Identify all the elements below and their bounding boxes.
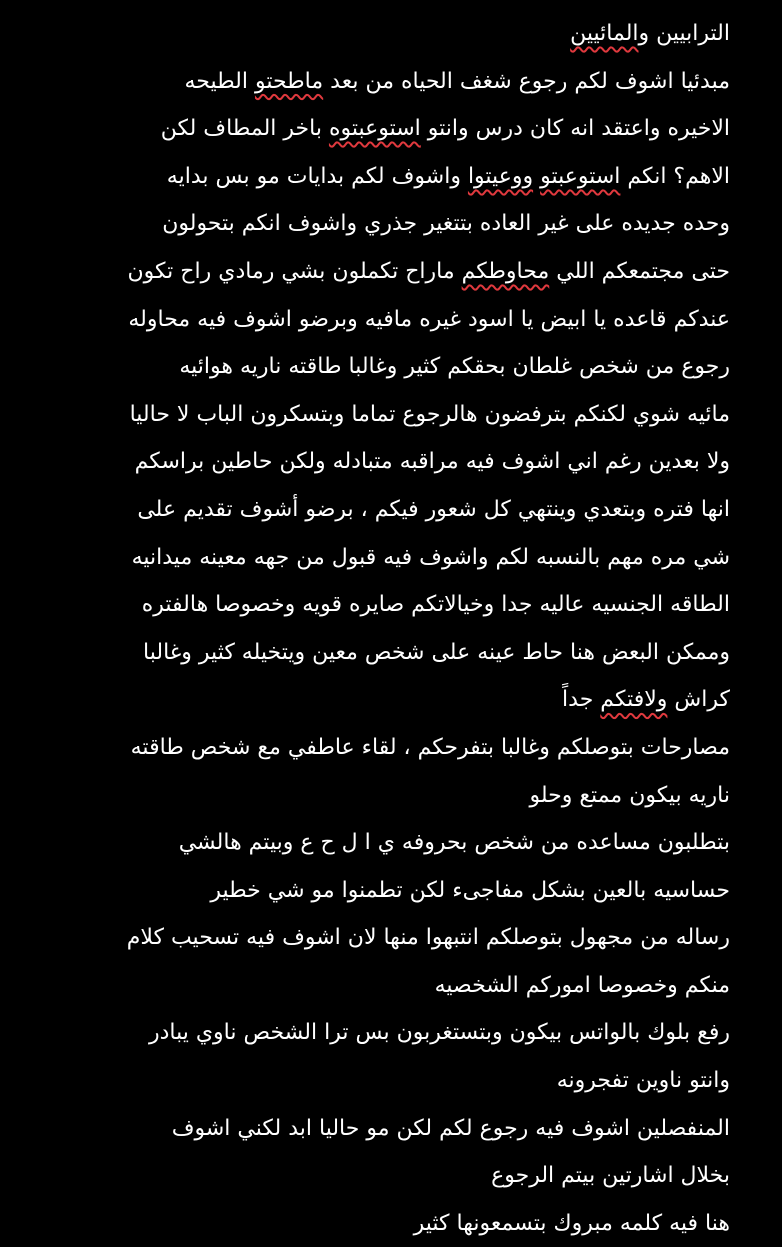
text-segment: الطاقه الجنسيه عاليه جدا وخيالاتكم صايره قويه وخصوصا هالفتره	[141, 592, 730, 618]
text-segment: الاخيره واعتقد انه كان درس وانتو	[420, 116, 730, 142]
text-segment: ناريه بيكون ممتع وحلو	[529, 782, 730, 808]
misspelled-word[interactable]: محاوطكم	[461, 258, 550, 284]
text-segment: وانتو ناوين تفجرونه	[556, 1068, 730, 1094]
text-segment: بتطلبون مساعده من شخص بحروفه ي ا ل ح ع وبيتم هالشي	[178, 830, 730, 856]
note-line	[50, 914, 730, 962]
note-line	[50, 724, 730, 772]
text-segment: واشوف لكم بدايات مو بس بدايه	[166, 163, 468, 189]
text-segment: منكم وخصوصا اموركم الشخصيه	[434, 972, 730, 998]
text-segment: شي مره مهم بالنسبه لكم واشوف فيه قبول من جهه معينه ميدانيه	[131, 544, 730, 570]
note-line	[50, 10, 730, 58]
text-segment: عندكم قاعده يا ابيض يا اسود غيره مافيه وبرضو اشوف فيه محاوله	[128, 306, 730, 332]
note-line	[50, 58, 730, 106]
text-segment: رجوع من شخص غلطان بحقكم كثير وغالبا طاقته ناريه هوائيه	[179, 354, 730, 380]
note-line	[50, 343, 730, 391]
text-segment: هنا فيه كلمه مبروك بتسمعونها كثير	[413, 1210, 730, 1236]
text-segment: وحده جديده على غير العاده بتتغير جذري واشوف انكم بتحولون	[162, 211, 730, 237]
note-line	[50, 105, 730, 153]
text-segment: المنفصلين اشوف فيه رجوع لكم لكن مو حاليا ابد لكني اشوف	[171, 1115, 730, 1141]
text-segment: وممكن البعض هنا حاط عينه على شخص معين ويتخيله كثير وغالبا	[143, 639, 730, 665]
text-segment: مائيه شوي لكنكم بترفضون هالرجوع تماما وبتسكرون الباب لا حاليا	[129, 401, 730, 427]
text-segment: رساله من مجهول بتوصلكم انتبهوا منها لان اشوف فيه تسحيب كلام	[126, 925, 730, 951]
note-line	[50, 1105, 730, 1153]
note-line	[50, 772, 730, 820]
text-segment: حتى مجتمعكم اللي	[549, 258, 730, 284]
text-segment: مبدئيا اشوف لكم رجوع شغف الحياه من بعد	[323, 68, 730, 94]
text-segment: الاهم؟ انكم	[620, 163, 730, 189]
text-segment: كراش	[667, 687, 730, 713]
misspelled-word[interactable]: استوعبتو	[540, 163, 621, 189]
note-line	[50, 1057, 730, 1105]
text-segment: ولا بعدين رغم اني اشوف فيه مراقبه متبادله ولكن حاطين براسكم	[134, 449, 730, 475]
misspelled-word[interactable]: ولافتكم	[600, 687, 668, 713]
misspelled-word[interactable]: المائيين	[570, 21, 639, 46]
note-line	[50, 486, 730, 534]
note-line	[50, 153, 730, 201]
text-segment: الطيحه	[184, 68, 255, 94]
note-line	[50, 1152, 730, 1200]
note-line	[50, 438, 730, 486]
note-line	[50, 391, 730, 439]
misspelled-word[interactable]: ماطحتو	[254, 68, 324, 94]
text-segment: باخر المطاف لكن	[160, 116, 329, 142]
note-line	[50, 867, 730, 915]
note-line	[50, 534, 730, 582]
text-segment: حساسيه بالعين بشكل مفاجىء لكن تطمنوا مو شي خطير	[210, 877, 730, 903]
text-segment: الترابيين و	[638, 21, 730, 46]
note-line	[50, 581, 730, 629]
text-segment: جداً	[562, 687, 601, 713]
misspelled-word[interactable]: ووعيتوا	[467, 163, 534, 189]
text-segment: بخلال اشارتين بيتم الرجوع	[491, 1163, 730, 1189]
text-segment: انها فتره وبتعدي وينتهي كل شعور فيكم ، برضو أشوف تقديم على	[137, 496, 730, 522]
note-line	[50, 296, 730, 344]
text-segment: ماراح تكملون بشي رمادي راح تكون	[127, 258, 462, 284]
note-line	[50, 248, 730, 296]
note-line	[50, 962, 730, 1010]
note-line	[50, 1200, 730, 1247]
note-line	[50, 629, 730, 677]
note-line	[50, 200, 730, 248]
misspelled-word[interactable]: استوعبتوه	[328, 116, 421, 142]
note-line	[50, 1009, 730, 1057]
text-segment: رفع بلوك بالواتس بيكون وبتستغربون بس ترا الشخص ناوي يبادر	[148, 1020, 730, 1046]
note-line	[50, 819, 730, 867]
text-segment: مصارحات بتوصلكم وغالبا بتفرحكم ، لقاء عاطفي مع شخص طاقته	[130, 734, 730, 760]
note-line	[50, 676, 730, 724]
